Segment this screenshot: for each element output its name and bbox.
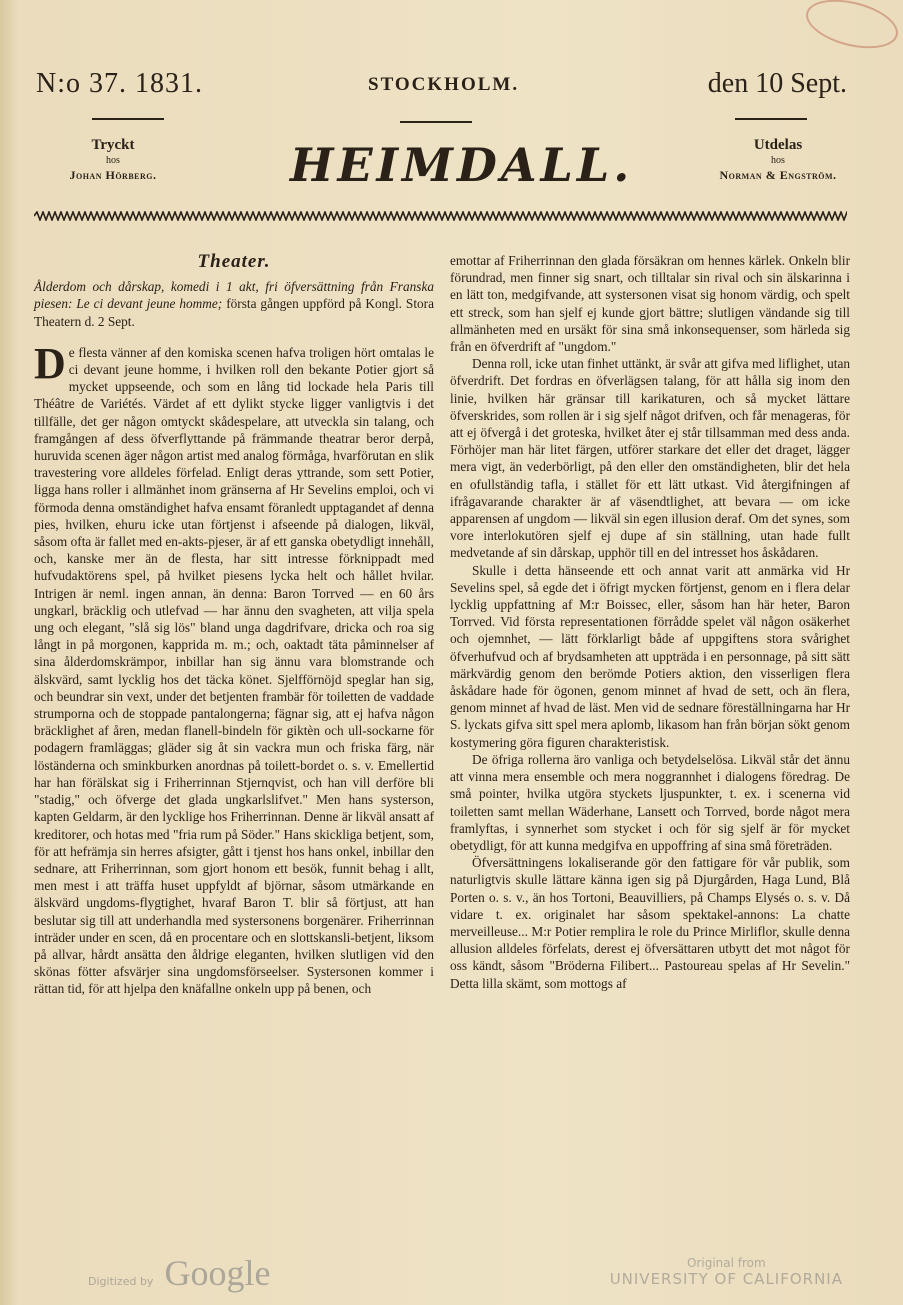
university-name: UNIVERSITY OF CALIFORNIA — [609, 1270, 843, 1288]
digitized-label: Digitized by — [88, 1275, 154, 1288]
city: STOCKHOLM. — [368, 74, 520, 95]
original-watermark — [610, 1256, 843, 1288]
distributed-hos: hos — [771, 155, 785, 166]
newspaper-title: HEIMDALL. — [290, 138, 634, 192]
digitized-watermark — [88, 1252, 271, 1294]
original-from: Original from — [686, 1256, 766, 1270]
printed-hos: hos — [106, 155, 120, 166]
printed-label: Tryckt — [91, 137, 135, 153]
issue-date: den 10 Sept. — [707, 68, 847, 99]
drop-cap: D — [34, 338, 66, 388]
masthead-top — [36, 68, 847, 108]
issue-number: N:o 37. 1831. — [36, 68, 203, 99]
article-text-2: emottar af Friherrinnan den glada försäkran om hennes kärlek. Onkeln blir förundrad, men finner sig snart, och tilltalar sin rival och sin älskarinna i en lätt ton, medgifvande, att systersonen visat sig honom värdig, och spelt ett streck, som han sjelf ej kunde gjort bättre; slutligen vändande sig till allmänheten med en ursäkt för sina små inkonsequenser, som härleda sig från en öfverdrift af "ungdom." — [450, 253, 850, 355]
distributor-block — [703, 138, 853, 183]
printer-name: Johan Hörberg. — [69, 168, 157, 182]
article-text-3: Denna roll, icke utan finhet uttänkt, är svår att gifva med liflighet, utan öfverdrift. Det fordras en öfverlägsen talang, för att hålla sig inom den linie, hvilken här gränsar till karikaturen, och så mycket lättare öfverskrides, som rollen är i sig sjelf något drifven, och får menageras, för att ej öfvergå i det groteska, hvilket åter ej står tillsamman med dess anda. Förhöjer man här litet färgen, utförer starkare det eller det draget, lägger mera vigt, än vederbörligt, på den eller den omständigheten, blir det hela en ofullständig tafla, i stället för ett lätt utkast. Vid återgifningen af ifrågavarande charakter är af väsendtlighet, att bevara — om icke apparensen af ungdom — likväl sin egen illusion deraf. Om det synes, som vore interlokutören sjelf ej dupe af sin ställning, utan hade fullt medvetande af sin dårskap, upphör till en del intresset hos åskådaren. — [450, 356, 850, 561]
rule-right — [735, 118, 807, 120]
wavy-divider — [34, 211, 847, 221]
distributor-name: Norman & Engström. — [719, 168, 837, 182]
article-text-5: De öfriga rollerna äro vanliga och betydelselösa. Likväl står det ännu att vinna mera ensemble och mera noggrannhet i dialogens föredrag. De små pointer, hvilka utgöra styckets ljuspunkter, t. ex. i scenerna vid toiletten samt mellan Wäderhane, Lansett och Torrved, borde något mera framlyftas, i synnerhet som stycket i och för sig sjelf är för mycket obetydligt, för att kunna medgifva en uppoffring af sina små företräden. — [450, 751, 850, 853]
printer-block — [38, 138, 188, 183]
play-title: Ålderdom och dårskap, komedi i 1 akt, fri öfversättning från Franska piesen: Le ci devant jeune homme; — [34, 279, 434, 312]
article-text-4: Skulle i detta hänseende ett och annat varit att anmärka vid Hr Sevelins spel, så egde det i öfrigt mycken förtjenst, genom en i flera delar lycklig uppfattning af M:r Boissec, eller, såsom han här heter, Baron Torrved. Vid första representationen förrådde spelet väl någon osäkerhet och ojemnhet, — lätt förklarligt både af uppgiftens stora svårighet öfverhufvud och af brydsamheten att uppträda i en personnage, på sitt sätt märkvärdig genom den berömde Potiers aktion, den visserligen flera åskådare hade för ögonen, genom minnet af hvad de sett, och än flera, genom minnet af hvad de läst. Men vid de sednare föreställningarna har Hr S. lyckats gifva sitt spel mera aplomb, likasom han från början sökt genom kostymering göra figuren charakteristisk. — [450, 562, 850, 750]
article-text-1: e flesta vänner af den komiska scenen hafva troligen hört omtalas le ci devant jeune homme, i hvilken roll den bekante Potier gjort så mycket uppseende, och som en lång tid lockade hela Paris till Théâtre de Variétés. Värdet af ett dylikt stycke ligger vanligtvis i det tillfälle, det ger någon omtyckt skådespelare, att utveckla sin talang, och framgången af dess öfverflyttande på främmande theatrar beror derpå, huruvida scenen äger någon artist med analog förmåga, hvarförutan en slik travestering vore alldeles förfelad. Enligt deras yttrande, som sett Potier, ligga hans roller i allmänhet inom gränserna af Hr Sevelins emploi, och vi förmoda denna omständighet hafva ensamt föranledt upptagandet af denna pies, hvilken, ehuru icke utan förtjenst i afseende på dialogen, likväl, såsom ofta är fallet med en-akts-pjeser, är af ett ganska obetydligt innehåll, och, kanske mer än de flesta, har sitt intresse förknippadt med hufvudaktörens spel, på hvilket piesens lycka helt och hållet hvilar. Intrigen är neml. ingen annan, än denna: Baron Torrved — en 60 års ungkarl, bräcklig och utlefvad — har ännu den svagheten, att vilja spela ung och elegant, "slå sig lös" bland unga dagdrifvare, dricka och roa sig långt in på morgonen, kapprida m. m.; och, oaktadt täta påminnelser af sina ålderdomskrämpor, inbillar han sig ännu vara blomstrande och älskvärd, samt lycklig hos det täcka könet. Sjelfförnöjd speglar han sig, och beundrar sin vext, under det betjenten frambär för toiletten de vaddade strumporna och de stoppade pantalongerna; fägnar sig, att ej hafva någon bräcklighet af åren, medan flanell-bindeln för giktèn och ull-sockarne för podagern framläggas; gläder sig åt sin vackra mun och friska färg, när löständerna och sminkburken anordnas på toilett-bordet o. s. v. Emellertid har han förälskat sig i Friherrinnan Stjernqvist, och han vill derföre bli "stadig," och öfverge det glada ungkarlslifvet." Men hans systerson, kapten Geldarm, är den lycklige hos Friherrinnan. Denne är likväl ansatt af kreditorer, och hotas med "fria rum på Söder." Hans skickliga betjent, som, för att hefrämja sin herres afsigter, gått i tjenst hos hans onkel, inbillar den sednare, att Friherrinnan, som gjort honom ett besök, funnit behag i allt, men mest i att träffa huset uppfyldt af björnar, såsom utmärkande en älskvärd ungdoms-flygtighet, hvaraf Baron T. blir så förtjust, att han beslutar sig till att underhandla med systersonens borgenärer. Friherrinnan inträder under en scen, då en procentare och en slottskansli-betjent, liksom på allvar, hårdt ansätta den åldrige eleganten, hvilken slutligen vid den skönas fötter afsvärjer sina ungdomsförseelser. Systersonen kommer i rättan tid, för att hjelpa den knäfallne onkeln upp på benen, och — [34, 344, 434, 997]
rule-center — [400, 121, 472, 123]
distributed-label: Utdelas — [753, 137, 803, 153]
rule-left — [92, 118, 164, 120]
article-text-6: Öfversättningens lokaliserande gör den fattigare för vår publik, som naturligtvis skulle lättare känna igen sig på Djurgården, Haga Lund, Blå Porten o. s. v., än hos Tortoni, Beauvilliers, på Champs Elysés o. s. v. Då vidare t. ex. originalet har såsom spektakel-annons: La chatte merveilleuse... M:r Potier remplira le role du Prince Mirliflor, skulle denna allusion alldeles förfelats, derest ej öfversättaren utbytt det mot något för oss kändt, såsom "Bröderna Filibert... Pastoureau spelas af Hr Sevelin." Detta lilla skämt, som mottogs af — [450, 855, 850, 991]
play-info — [34, 278, 434, 330]
right-column — [450, 252, 850, 992]
library-stamp — [801, 0, 903, 57]
google-logo: Google — [164, 1253, 271, 1293]
left-column — [34, 253, 434, 998]
article-paragraph — [34, 338, 434, 998]
play-performance: första gången uppförd på Kongl. Stora Theatern d. 2 Sept. — [34, 296, 434, 329]
section-heading: Theater. — [197, 251, 271, 272]
